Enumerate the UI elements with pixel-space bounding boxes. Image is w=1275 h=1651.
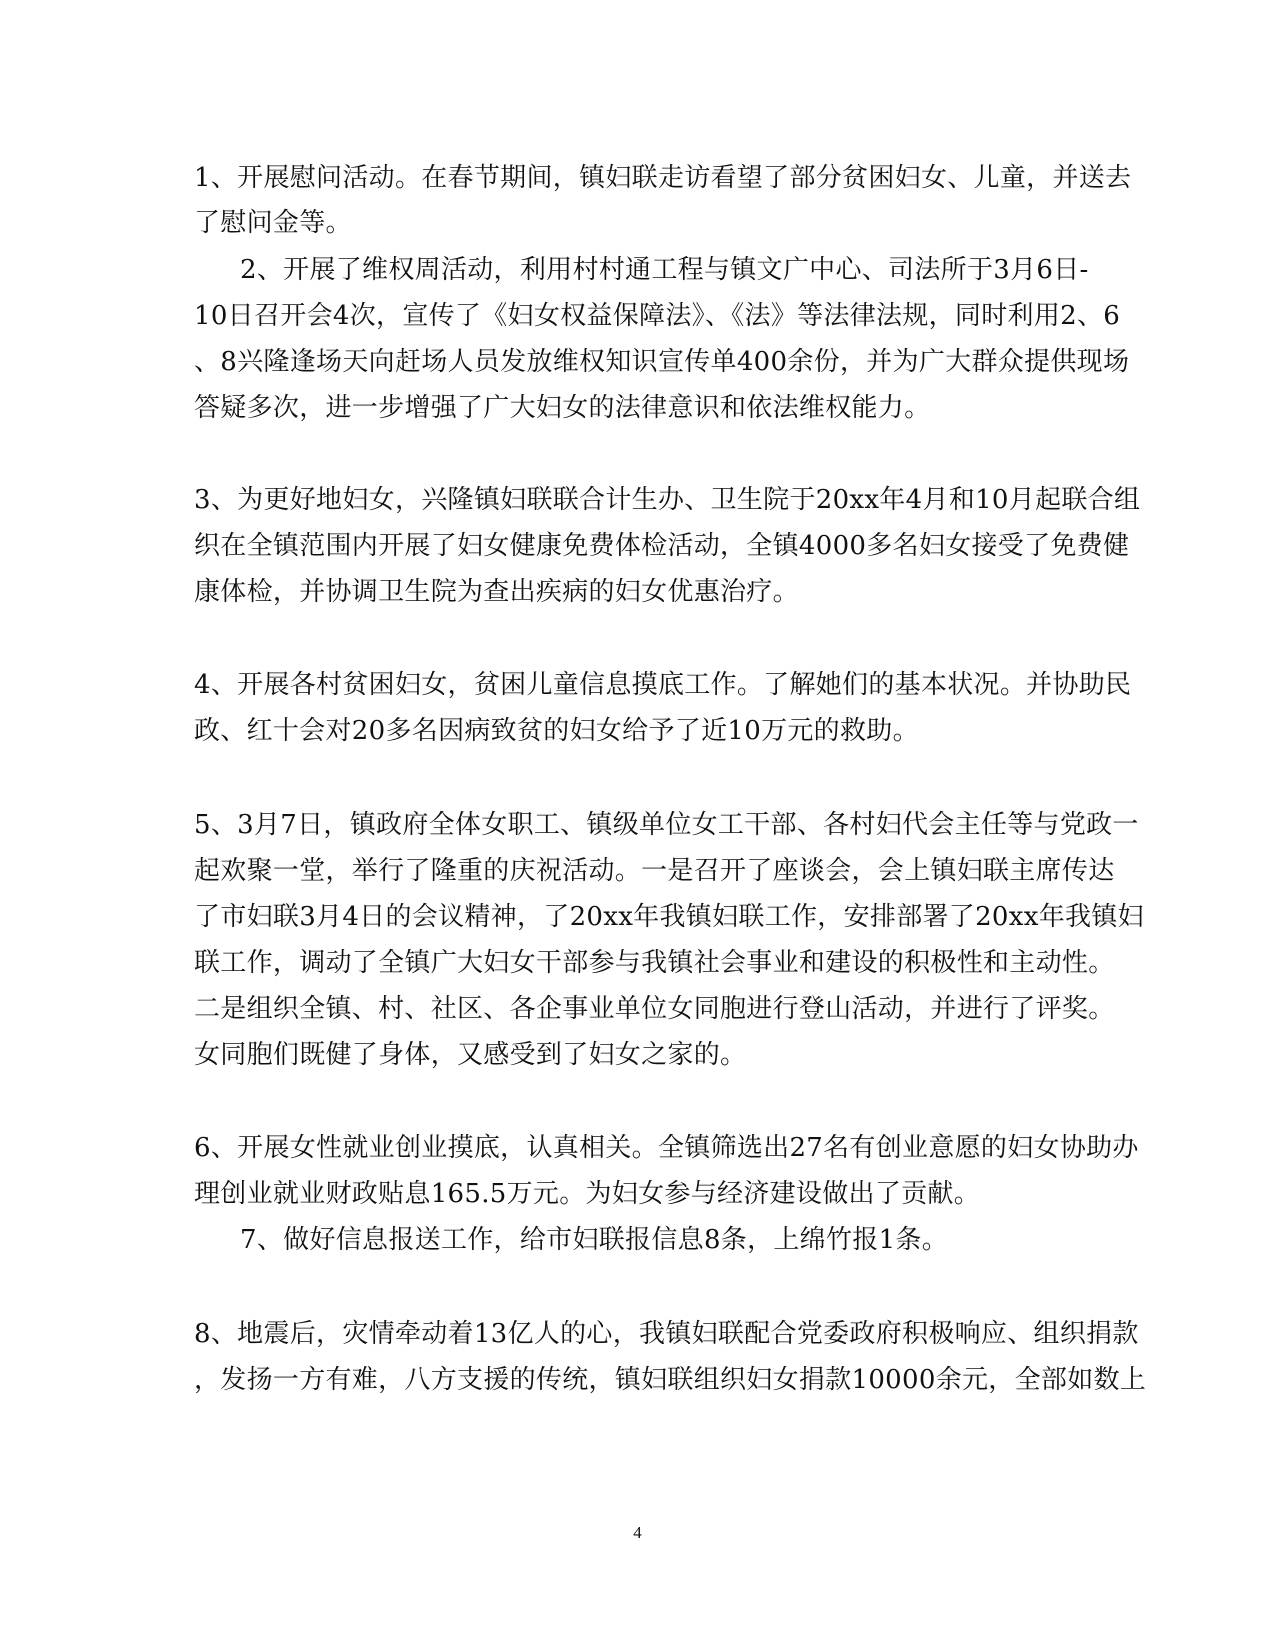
text-line: 8、地震后，灾情牵动着13亿人的心，我镇妇联配合党委政府积极响应、组织捐款	[194, 1319, 1139, 1349]
text-line: 7、做好信息报送工作，给市妇联报信息8条，上绵竹报1条。	[240, 1225, 949, 1255]
text-line: 10日召开会4次，宣传了《妇女权益保障法》、《法》等法律法规，同时利用2、6	[194, 301, 1121, 331]
text-line: 6、开展女性就业创业摸底，认真相关。全镇筛选出27名有创业意愿的妇女协助办	[194, 1133, 1139, 1163]
text-line: 理创业就业财政贴息165.5万元。为妇女参与经济建设做出了贡献。	[194, 1179, 981, 1209]
text-line: 3、为更好地妇女，兴隆镇妇联联合计生办、卫生院于20xx年4月和10月起联合组	[194, 485, 1141, 515]
text-line: 二是组织全镇、村、社区、各企事业单位女同胞进行登山活动，并进行了评奖。	[194, 994, 1115, 1024]
text-line: ，发扬一方有难，八方支援的传统，镇妇联组织妇女捐款10000余元，全部如数上	[194, 1365, 1147, 1395]
text-line: 康体检，并协调卫生院为查出疾病的妇女优惠治疗。	[194, 577, 799, 607]
text-line: 、8兴隆逢场天向赶场人员发放维权知识宣传单400余份，并为广大群众提供现场	[194, 347, 1130, 377]
text-line: 了市妇联3月4日的会议精神，了20xx年我镇妇联工作，安排部署了20xx年我镇妇	[194, 902, 1144, 932]
text-line: 答疑多次，进一步增强了广大妇女的法律意识和依法维权能力。	[194, 393, 931, 423]
text-line: 5、3月7日，镇政府全体女职工、镇级单位女工干部、各村妇代会主任等与党政一	[194, 810, 1139, 840]
text-line: 了慰问金等。	[194, 208, 352, 238]
text-line: 联工作，调动了全镇广大妇女干部参与我镇社会事业和建设的积极性和主动性。	[194, 948, 1115, 978]
text-line: 4、开展各村贫困妇女，贫困儿童信息摸底工作。了解她们的基本状况。并协助民	[194, 670, 1132, 700]
text-line: 女同胞们既健了身体，又感受到了妇女之家的。	[194, 1040, 747, 1070]
text-line: 1、开展慰问活动。在春节期间，镇妇联走访看望了部分贫困妇女、儿童，并送去	[194, 163, 1132, 193]
text-line: 政、红十会对20多名因病致贫的妇女给予了近10万元的救助。	[194, 716, 919, 746]
page-number: 4	[633, 1523, 642, 1542]
text-line: 起欢聚一堂，举行了隆重的庆祝活动。一是召开了座谈会，会上镇妇联主席传达	[194, 856, 1115, 886]
text-line: 织在全镇范围内开展了妇女健康免费体检活动，全镇4000多名妇女接受了免费健	[194, 531, 1130, 561]
text-line: 2、开展了维权周活动，利用村村通工程与镇文广中心、司法所于3月6日-	[240, 255, 1089, 285]
